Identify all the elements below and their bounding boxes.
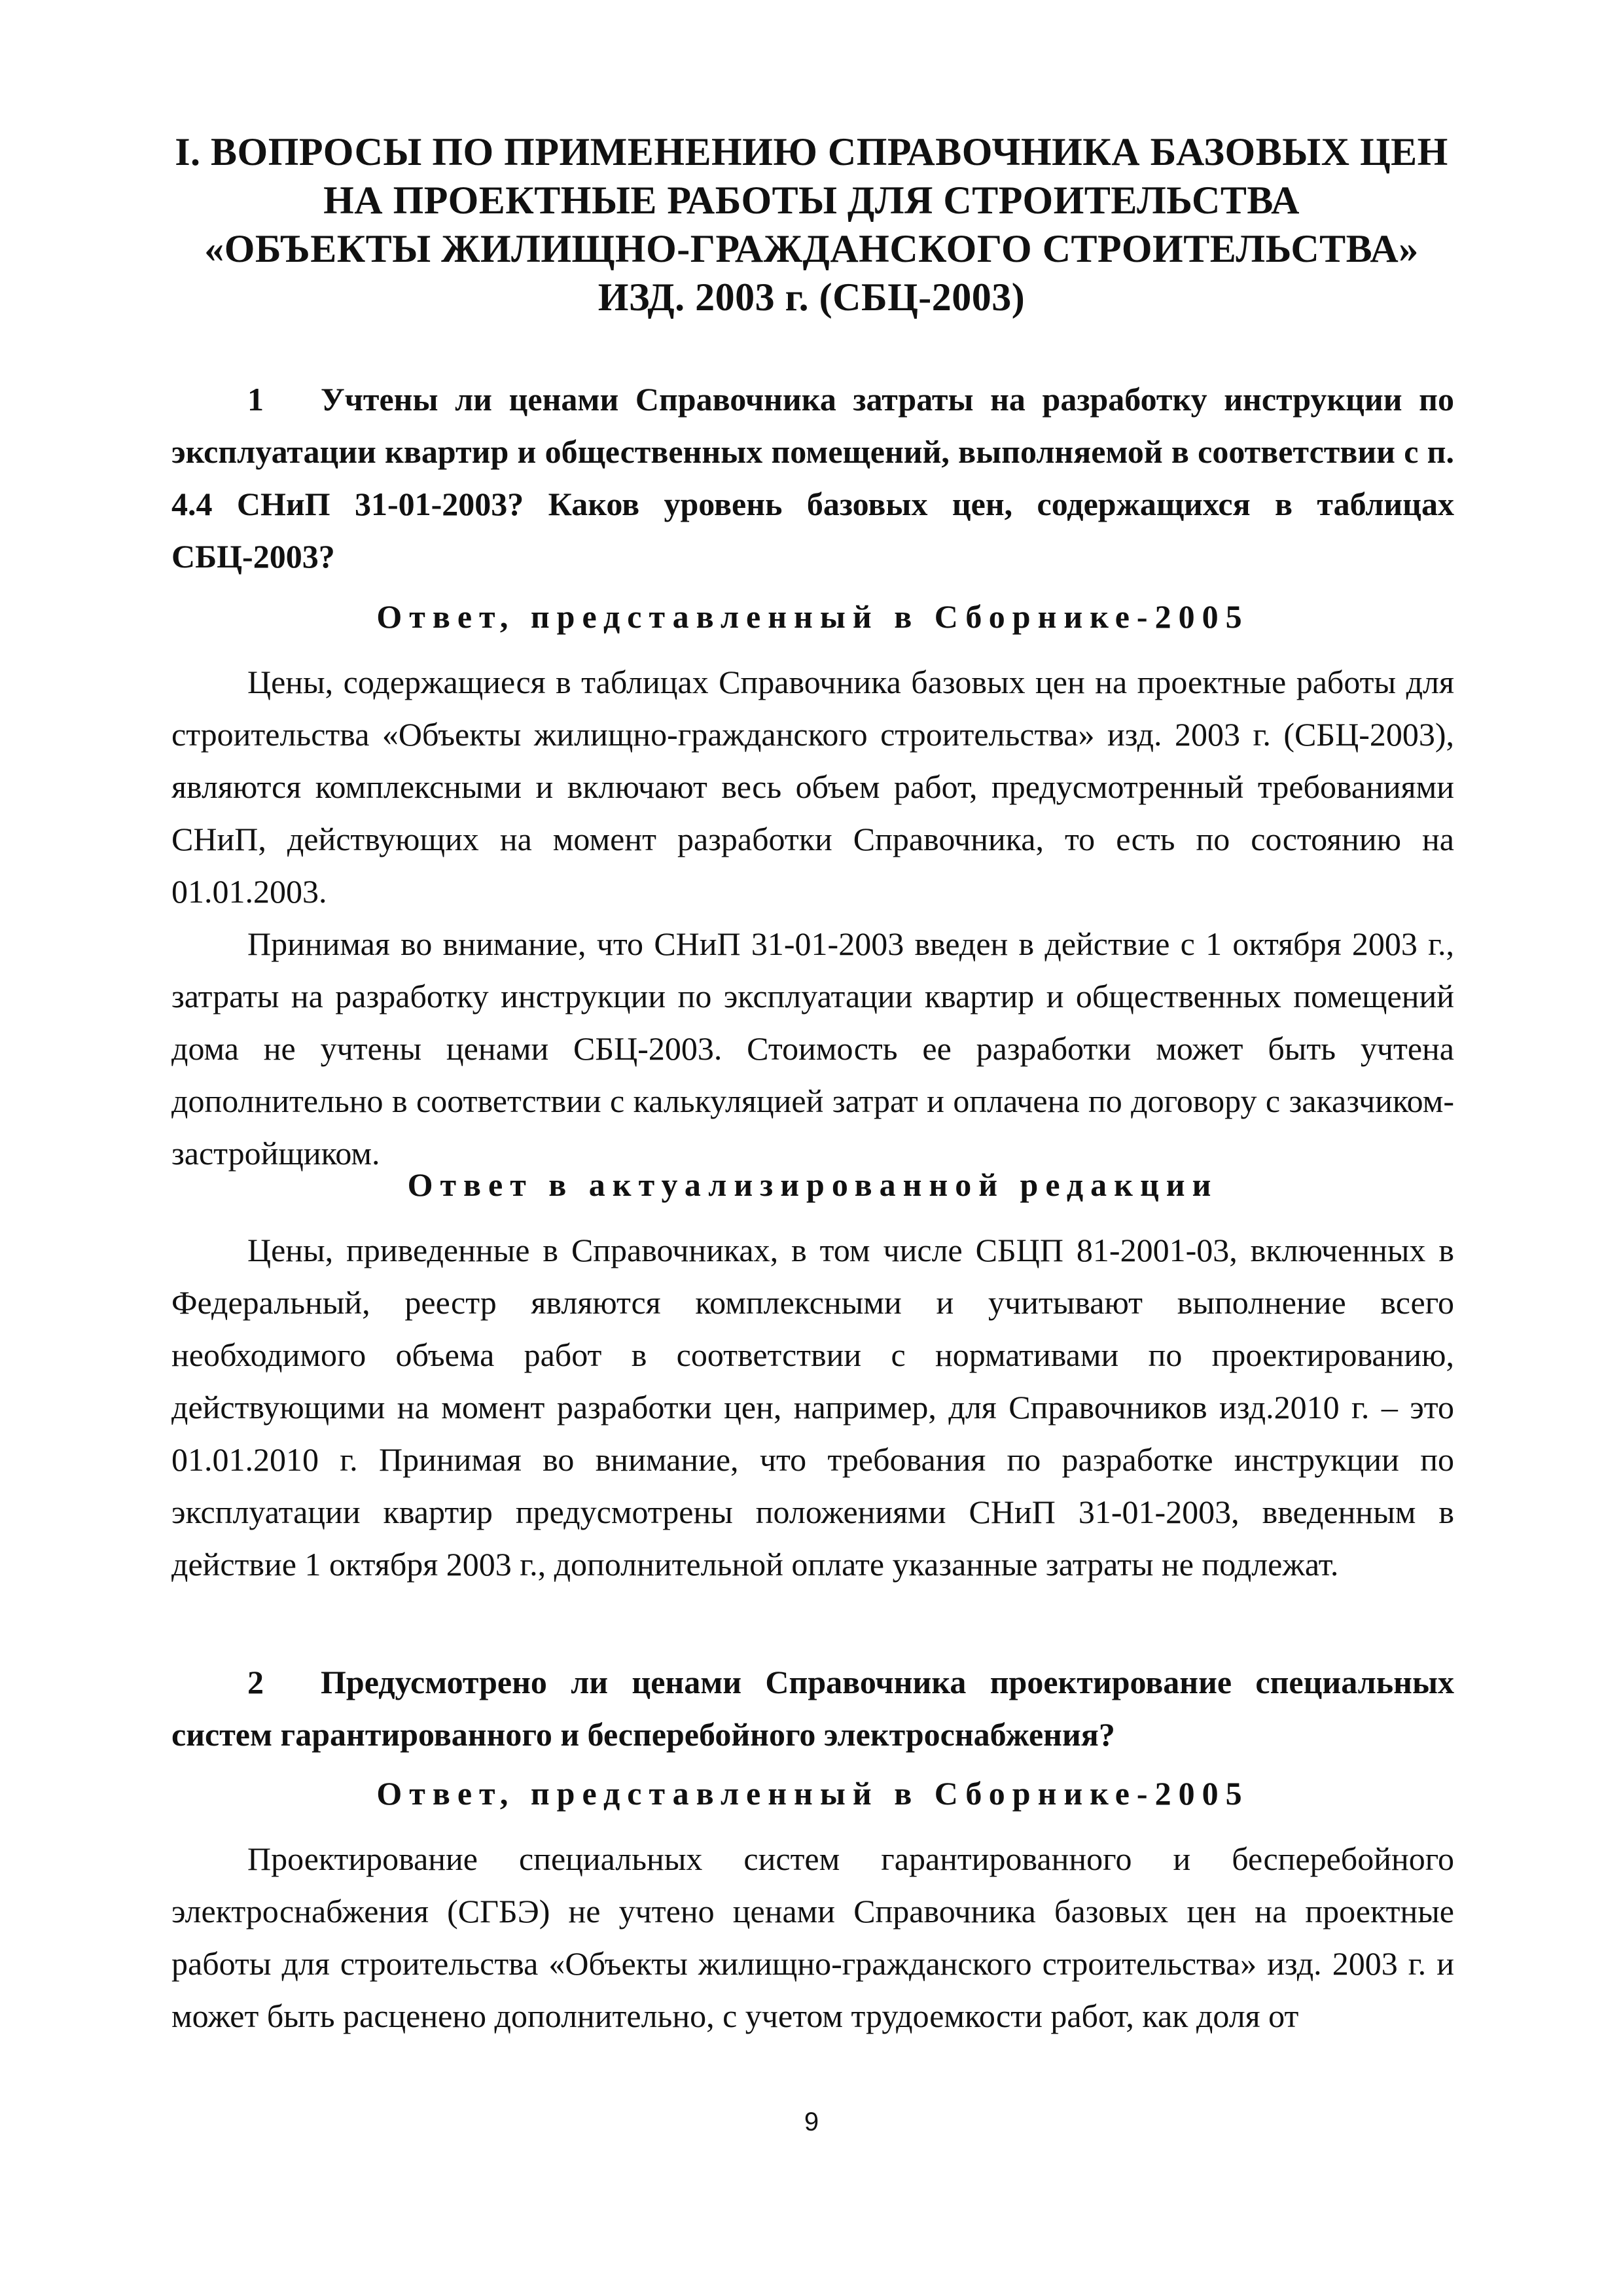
title-line-2: НА ПРОЕКТНЫЕ РАБОТЫ ДЛЯ СТРОИТЕЛЬСТВА [323, 179, 1300, 222]
section-title [131, 128, 1492, 321]
question-2-number: 2 [247, 1664, 264, 1700]
question-1-text: Учтены ли ценами Справочника затраты на разработку инструкции по эксплуатации квартир и общественных помещений, выполняемой в соответствии с п. 4.4 СНиП 31-01-2003? Каков уровень базовых цен, содержащихся в таблицах СБЦ-2003? [171, 381, 1454, 575]
answer-2005-paragraph-2: Принимая во внимание, что СНиП 31-01-2003 введен в действие с 1 октября 2003 г., затраты на разработку инструкции по эксплуатации квартир и общественных помещений дома не учтены ценами СБЦ-2003. Стоимость ее разработки может быть учтена дополнительно в соответствии с калькуляцией затрат и оплачена по договору с заказчиком-застройщиком. [171, 925, 1454, 1172]
question-2-text: Предусмотрено ли ценами Справочника проектирование специальных систем гарантированного и бесперебойного электроснабжения? [171, 1664, 1454, 1753]
answer-2005-q2-body [171, 1833, 1454, 2042]
answer-updated-paragraph-1: Цены, приведенные в Справочниках, в том числе СБЦП 81-2001-03, включенных в Федеральный, реестр являются комплексными и учитывают выполнение всего необходимого объема работ в соответствии с нормативами по проектированию, действующими на момент разработки цен, например, для Справочников изд.2010 г. – это 01.01.2010 г. Принимая во внимание, что требования по разработке инструкции по эксплуатации квартир предусмотрены положениями СНиП 31-01-2003, введенным в действие 1 октября 2003 г., дополнительной оплате указанные затраты не подлежат. [171, 1232, 1454, 1583]
answer-heading-2005: Ответ, представленный в Сборнике-2005 [376, 598, 1249, 635]
title-line-4: ИЗД. 2003 г. (СБЦ-2003) [597, 276, 1026, 319]
question-1 [171, 373, 1454, 583]
page-number: 9 [804, 2108, 819, 2136]
question-2 [171, 1656, 1454, 1761]
answer-2005-paragraph-1: Цены, содержащиеся в таблицах Справочника базовых цен на проектные работы для строительства «Объекты жилищно-гражданского строительства» изд. 2003 г. (СБЦ-2003), являются комплексными и включают весь объем работ, предусмотренный требованиями СНиП, действующих на момент разработки Справочника, то есть по состоянию на 01.01.2003. [171, 664, 1454, 910]
title-line-1: I. ВОПРОСЫ ПО ПРИМЕНЕНИЮ СПРАВОЧНИКА БАЗОВЫХ ЦЕН [175, 130, 1448, 173]
answer-updated-body [171, 1224, 1454, 1590]
answer-2005-body [171, 656, 1454, 1179]
question-1-number: 1 [247, 381, 264, 418]
answer-heading-updated: Ответ в актуализированной редакции [407, 1166, 1219, 1203]
title-line-3: «ОБЪЕКТЫ ЖИЛИЩНО-ГРАЖДАНСКОГО СТРОИТЕЛЬСТВА» [204, 227, 1419, 270]
answer-heading-2005-q2: Ответ, представленный в Сборнике-2005 [376, 1775, 1249, 1812]
answer-2005-q2-paragraph-1: Проектирование специальных систем гарантированного и бесперебойного электроснабжения (СГБЭ) не учтено ценами Справочника базовых цен на проектные работы для строительства «Объекты жилищно-гражданского строительства» изд. 2003 г. и может быть расценено дополнительно, с учетом трудоемкости работ, как доля от [171, 1840, 1454, 2034]
